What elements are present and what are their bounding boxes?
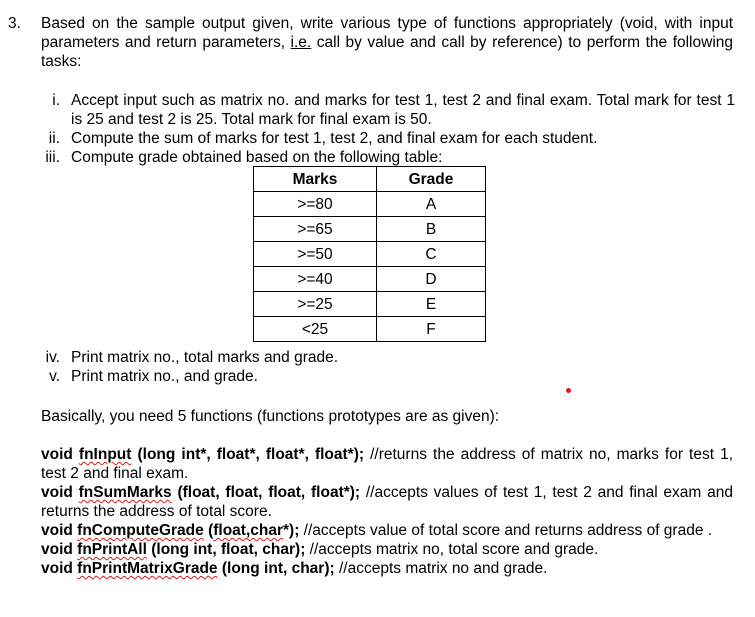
question-intro	[41, 14, 733, 71]
proto-signature-close: *);	[283, 522, 300, 539]
table-row	[254, 317, 486, 342]
prototype-list	[41, 445, 733, 578]
task-item	[30, 91, 735, 129]
task-item	[30, 367, 735, 386]
header-grade: Grade	[377, 167, 486, 192]
task-numeral: ii.	[48, 130, 60, 147]
table-row	[254, 242, 486, 267]
proto-keyword: void	[41, 446, 79, 463]
proto-name: fnComputeGrade	[77, 522, 204, 539]
grade-cell: F	[377, 317, 486, 342]
task-item	[30, 148, 735, 167]
table-row	[254, 192, 486, 217]
red-dot-mark	[566, 388, 571, 393]
task-text: Compute the sum of marks for test 1, test 2, and final exam for each student.	[71, 130, 598, 147]
question-number: 3.	[8, 15, 21, 32]
task-text: Print matrix no., total marks and grade.	[71, 349, 339, 366]
proto-name: fnPrintAll	[77, 541, 147, 558]
proto-comment: //returns the address of matrix no, marks for test 1, test 2 and final exam.	[41, 446, 733, 482]
task-text: Accept input such as matrix no. and marks for test 1, test 2 and final exam. Total mark for test 1 is 25 and test 2 is 25. Total mark for final exam is 50.	[71, 92, 735, 128]
proto-signature: (long int*, float*, float*, float*);	[131, 446, 365, 463]
marks-cell: >=25	[254, 292, 377, 317]
table-row	[254, 217, 486, 242]
table-row	[254, 267, 486, 292]
proto-keyword: void	[41, 484, 79, 501]
proto-signature-params: float,char	[213, 522, 283, 539]
grade-cell: A	[377, 192, 486, 217]
intro-text-b: call by value and call by reference) to perform the following tasks:	[41, 34, 734, 70]
proto-comment: //accepts values of test 1, test 2 and final exam and returns the address of total score.	[41, 484, 733, 520]
prototype-fnsummarks	[41, 483, 733, 521]
task-numeral: i.	[52, 92, 60, 109]
task-item	[30, 348, 735, 367]
task-numeral: v.	[49, 368, 60, 385]
task-list-top	[30, 91, 735, 167]
proto-signature: (long int, float, char);	[146, 541, 306, 558]
proto-keyword: void	[41, 522, 78, 539]
proto-signature-open: (	[203, 522, 214, 539]
grade-cell: C	[377, 242, 486, 267]
marks-cell: <25	[254, 317, 377, 342]
grade-cell: B	[377, 217, 486, 242]
grade-cell: D	[377, 267, 486, 292]
task-numeral: iv.	[45, 349, 60, 366]
proto-name: fnPrintMatrixGrade	[77, 560, 218, 577]
summary-text: Basically, you need 5 functions (functions prototypes are as given):	[41, 408, 500, 425]
header-marks: Marks	[254, 167, 377, 192]
task-list-bottom	[30, 348, 735, 386]
proto-signature: (long int, char);	[217, 560, 335, 577]
marks-cell: >=40	[254, 267, 377, 292]
proto-keyword: void	[41, 541, 78, 558]
task-text: Print matrix no., and grade.	[71, 368, 258, 385]
proto-name: fnInput	[78, 446, 132, 463]
proto-signature: (float, float, float, float*);	[171, 484, 361, 501]
grade-table	[253, 166, 486, 342]
proto-keyword: void	[41, 560, 78, 577]
task-item	[30, 129, 735, 148]
marks-cell: >=80	[254, 192, 377, 217]
proto-name: fnSumMarks	[78, 484, 172, 501]
intro-ie: i.e.	[290, 34, 312, 51]
prototype-fncomputegrade	[41, 521, 733, 540]
intro-text-a: Based on the sample output given, write various type of functions appropriately (void, with input parameters and return parameters,	[41, 15, 733, 51]
table-row	[254, 292, 486, 317]
proto-comment: //accepts matrix no and grade.	[334, 560, 548, 577]
prototype-fnprintall	[41, 540, 733, 559]
task-numeral: iii.	[45, 149, 60, 166]
marks-cell: >=50	[254, 242, 377, 267]
grade-cell: E	[377, 292, 486, 317]
task-text: Compute grade obtained based on the following table:	[71, 149, 443, 166]
proto-comment: //accepts matrix no, total score and grade.	[305, 541, 599, 558]
marks-cell: >=65	[254, 217, 377, 242]
grade-table-header-row	[254, 167, 486, 192]
prototype-fnprintmatrixgrade	[41, 559, 733, 578]
proto-comment: //accepts value of total score and returns address of grade .	[299, 522, 713, 539]
prototype-fninput	[41, 445, 733, 483]
